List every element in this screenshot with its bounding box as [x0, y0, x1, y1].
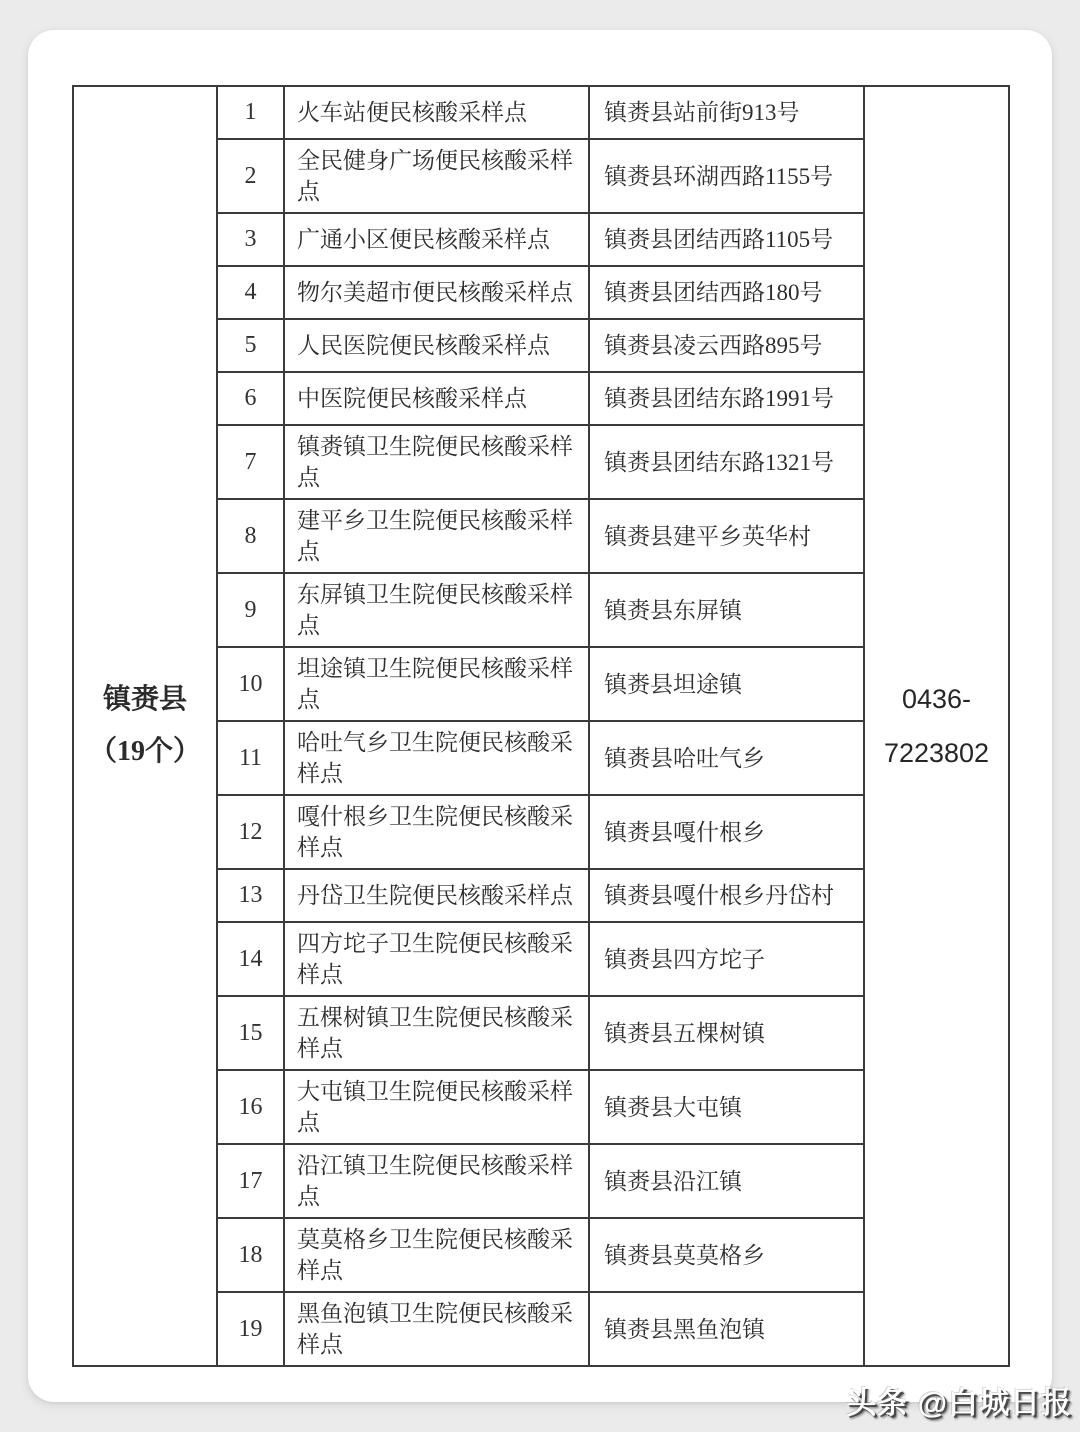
- table-row: [73, 86, 1009, 139]
- site-address: 镇赉县团结东路1991号: [589, 372, 864, 425]
- site-address: 镇赉县凌云西路895号: [589, 319, 864, 372]
- row-number: 19: [217, 1292, 284, 1366]
- site-address: 镇赉县团结东路1321号: [589, 425, 864, 499]
- site-address: 镇赉县嘎什根乡: [589, 795, 864, 869]
- site-name: 火车站便民核酸采样点: [284, 86, 589, 139]
- site-name: 坦途镇卫生院便民核酸采样点: [284, 647, 589, 721]
- row-number: 15: [217, 996, 284, 1070]
- site-address: 镇赉县团结西路1105号: [589, 213, 864, 266]
- row-number: 6: [217, 372, 284, 425]
- site-name: 大屯镇卫生院便民核酸采样点: [284, 1070, 589, 1144]
- county-name: 镇赉县: [102, 684, 187, 715]
- site-address: 镇赉县五棵树镇: [589, 996, 864, 1070]
- site-address: 镇赉县大屯镇: [589, 1070, 864, 1144]
- site-address: 镇赉县嘎什根乡丹岱村: [589, 869, 864, 922]
- row-number: 5: [217, 319, 284, 372]
- row-number: 18: [217, 1218, 284, 1292]
- site-name: 黑鱼泡镇卫生院便民核酸采样点: [284, 1292, 589, 1366]
- sampling-points-table: [72, 85, 1010, 1367]
- watermark-text: 头条 @白城日报: [846, 1387, 1072, 1420]
- site-address: 镇赉县东屏镇: [589, 573, 864, 647]
- phone-line1: 0436-: [901, 684, 972, 714]
- site-address: 镇赉县沿江镇: [589, 1144, 864, 1218]
- site-address: 镇赉县建平乡英华村: [589, 499, 864, 573]
- row-number: 13: [217, 869, 284, 922]
- site-name: 沿江镇卫生院便民核酸采样点: [284, 1144, 589, 1218]
- county-cell: [73, 86, 217, 1366]
- row-number: 14: [217, 922, 284, 996]
- site-name: 全民健身广场便民核酸采样点: [284, 139, 589, 213]
- row-number: 2: [217, 139, 284, 213]
- phone-cell: [864, 86, 1009, 1366]
- site-name: 物尔美超市便民核酸采样点: [284, 266, 589, 319]
- document-card: [28, 30, 1052, 1402]
- row-number: 1: [217, 86, 284, 139]
- site-address: 镇赉县环湖西路1155号: [589, 139, 864, 213]
- row-number: 8: [217, 499, 284, 573]
- site-address: 镇赉县黑鱼泡镇: [589, 1292, 864, 1366]
- site-name: 中医院便民核酸采样点: [284, 372, 589, 425]
- site-name: 人民医院便民核酸采样点: [284, 319, 589, 372]
- site-address: 镇赉县站前街913号: [589, 86, 864, 139]
- row-number: 4: [217, 266, 284, 319]
- site-name: 广通小区便民核酸采样点: [284, 213, 589, 266]
- row-number: 3: [217, 213, 284, 266]
- site-name: 五棵树镇卫生院便民核酸采样点: [284, 996, 589, 1070]
- site-address: 镇赉县团结西路180号: [589, 266, 864, 319]
- site-address: 镇赉县坦途镇: [589, 647, 864, 721]
- site-address: 镇赉县哈吐气乡: [589, 721, 864, 795]
- phone-line2: 7223802: [883, 738, 990, 768]
- site-name: 莫莫格乡卫生院便民核酸采样点: [284, 1218, 589, 1292]
- row-number: 10: [217, 647, 284, 721]
- row-number: 17: [217, 1144, 284, 1218]
- row-number: 16: [217, 1070, 284, 1144]
- site-name: 哈吐气乡卫生院便民核酸采样点: [284, 721, 589, 795]
- site-name: 镇赉镇卫生院便民核酸采样点: [284, 425, 589, 499]
- site-address: 镇赉县四方坨子: [589, 922, 864, 996]
- row-number: 7: [217, 425, 284, 499]
- site-name: 嘎什根乡卫生院便民核酸采样点: [284, 795, 589, 869]
- site-name: 东屏镇卫生院便民核酸采样点: [284, 573, 589, 647]
- site-name: 四方坨子卫生院便民核酸采样点: [284, 922, 589, 996]
- row-number: 11: [217, 721, 284, 795]
- site-name: 建平乡卫生院便民核酸采样点: [284, 499, 589, 573]
- row-number: 12: [217, 795, 284, 869]
- site-name: 丹岱卫生院便民核酸采样点: [284, 869, 589, 922]
- row-number: 9: [217, 573, 284, 647]
- site-address: 镇赉县莫莫格乡: [589, 1218, 864, 1292]
- county-count: （19个）: [88, 736, 201, 767]
